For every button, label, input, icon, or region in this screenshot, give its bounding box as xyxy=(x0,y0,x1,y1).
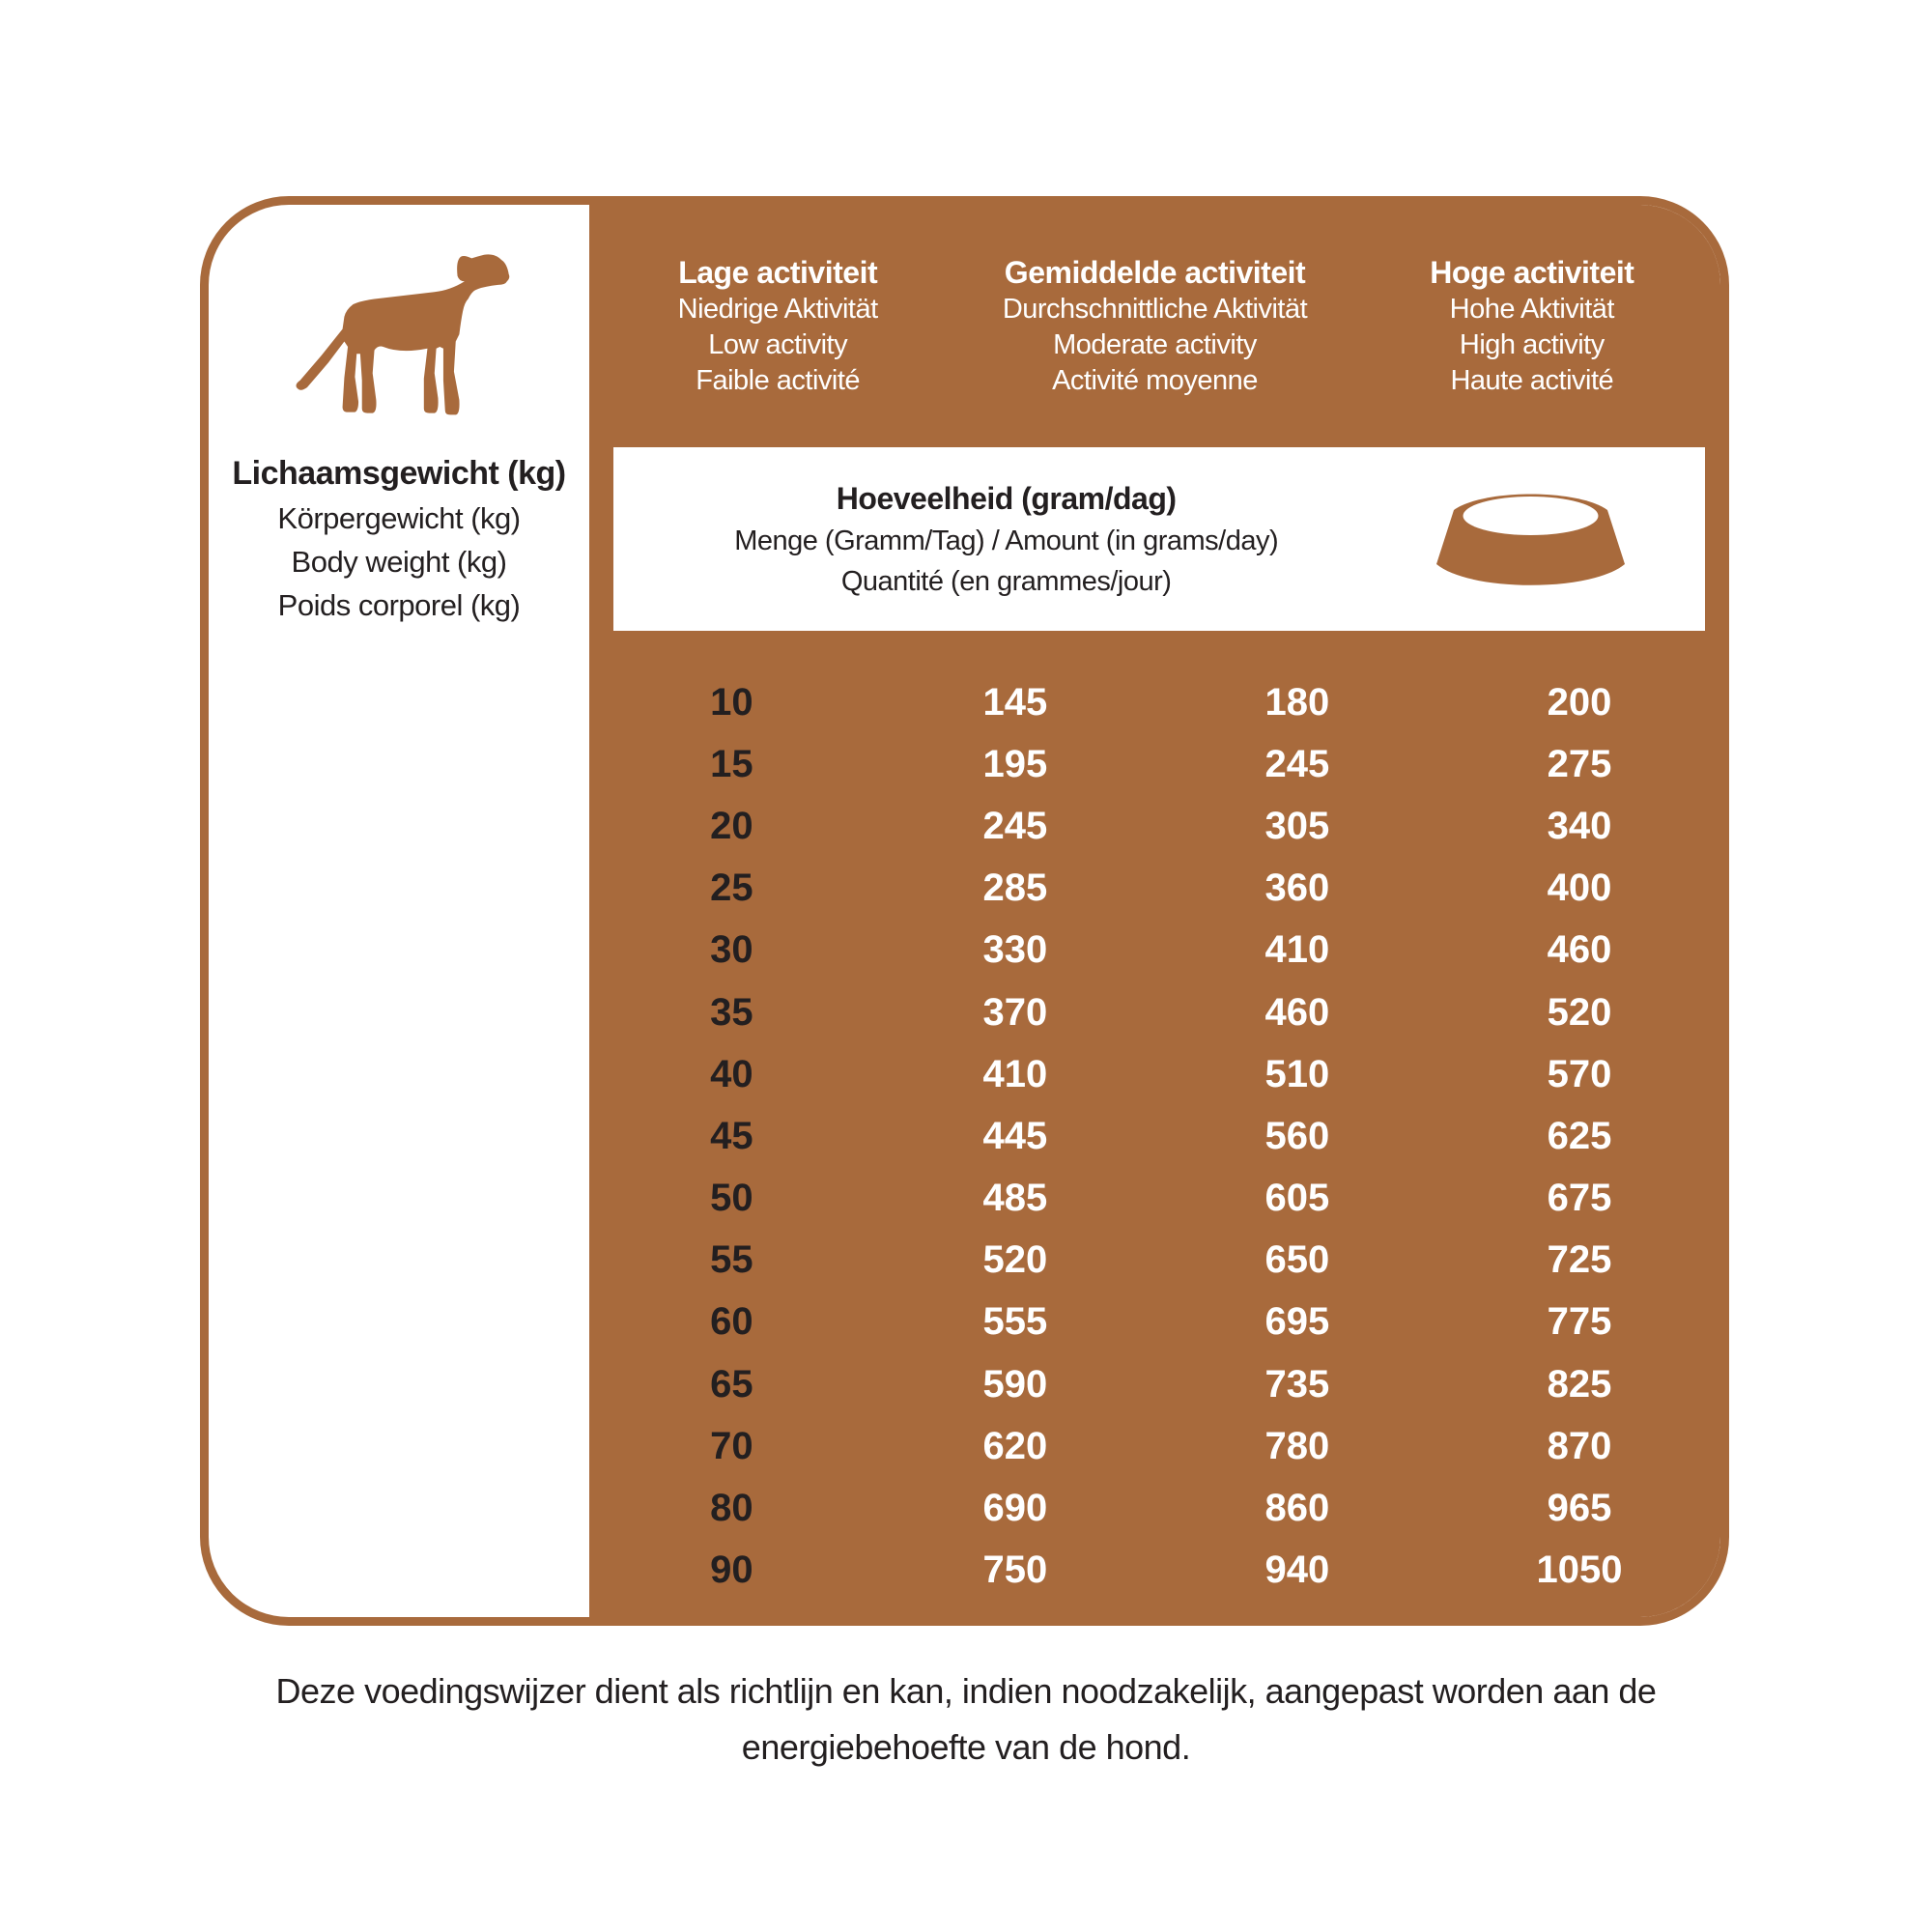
weight-cell: 20 xyxy=(710,804,753,847)
amount-banner-text xyxy=(613,447,1355,631)
table-row xyxy=(589,1540,1720,1602)
low-activity-cell: 620 xyxy=(982,1424,1048,1467)
high-activity-cell: 965 xyxy=(1547,1487,1612,1530)
table-row xyxy=(589,1477,1720,1539)
moderate-activity-cell: 460 xyxy=(1264,990,1330,1034)
feeding-guide-card xyxy=(200,196,1729,1626)
column-subtitle-de: Hohe Aktivität xyxy=(1449,294,1614,325)
high-activity-cell: 520 xyxy=(1547,990,1612,1034)
weight-cell: 45 xyxy=(710,1114,753,1157)
low-activity-cell: 590 xyxy=(982,1362,1048,1406)
weight-cell: 10 xyxy=(710,680,753,724)
weight-cell: 80 xyxy=(710,1487,753,1530)
weight-subtitle-fr: Poids corporel (kg) xyxy=(277,588,521,622)
high-activity-cell: 625 xyxy=(1547,1114,1612,1157)
high-activity-cell: 460 xyxy=(1547,928,1612,972)
moderate-activity-cell: 860 xyxy=(1264,1487,1330,1530)
high-activity-cell: 675 xyxy=(1547,1177,1612,1220)
table-row xyxy=(589,981,1720,1043)
high-activity-cell: 775 xyxy=(1547,1300,1612,1344)
moderate-activity-cell: 780 xyxy=(1264,1424,1330,1467)
high-activity-cell: 400 xyxy=(1547,867,1612,910)
column-subtitle-en: High activity xyxy=(1459,329,1605,360)
table-row xyxy=(589,858,1720,920)
column-subtitle-fr: Haute activité xyxy=(1450,365,1614,396)
low-activity-cell: 195 xyxy=(982,742,1048,785)
weight-cell: 30 xyxy=(710,928,753,972)
moderate-activity-cell: 940 xyxy=(1264,1548,1330,1592)
low-activity-cell: 245 xyxy=(982,804,1048,847)
footer-note xyxy=(0,1663,1932,1776)
moderate-activity-cell: 245 xyxy=(1264,742,1330,785)
low-activity-cell: 330 xyxy=(982,928,1048,972)
amount-banner xyxy=(613,447,1705,631)
high-activity-cell: 825 xyxy=(1547,1362,1612,1406)
table-row xyxy=(589,733,1720,795)
high-activity-cell: 725 xyxy=(1547,1238,1612,1282)
moderate-activity-cell: 650 xyxy=(1264,1238,1330,1282)
high-activity-cell: 570 xyxy=(1547,1052,1612,1095)
moderate-activity-cell: 360 xyxy=(1264,867,1330,910)
table-row xyxy=(589,1415,1720,1477)
table-background-panel xyxy=(589,205,1720,1617)
low-activity-cell: 555 xyxy=(982,1300,1048,1344)
table-row xyxy=(589,1043,1720,1105)
dog-bowl-icon xyxy=(1355,447,1705,631)
column-header-low-activity xyxy=(589,253,966,399)
activity-headers-row xyxy=(589,253,1720,399)
table-row xyxy=(589,1105,1720,1167)
column-subtitle-en: Moderate activity xyxy=(1053,329,1257,360)
weight-subtitle-en: Body weight (kg) xyxy=(291,545,507,579)
high-activity-cell: 275 xyxy=(1547,742,1612,785)
column-subtitle-fr: Activité moyenne xyxy=(1052,365,1258,396)
column-title: Hoge activiteit xyxy=(1430,255,1634,290)
high-activity-cell: 200 xyxy=(1547,680,1612,724)
footer-line-2: energiebehoefte van de hond. xyxy=(741,1727,1191,1767)
table-row xyxy=(589,1230,1720,1292)
weight-cell: 25 xyxy=(710,867,753,910)
low-activity-cell: 690 xyxy=(982,1487,1048,1530)
weight-cell: 70 xyxy=(710,1424,753,1467)
body-weight-header xyxy=(209,447,589,631)
weight-title: Lichaamsgewicht (kg) xyxy=(232,455,566,492)
low-activity-cell: 485 xyxy=(982,1177,1048,1220)
amount-title: Hoeveelheid (gram/dag) xyxy=(836,481,1177,516)
table-row xyxy=(589,1168,1720,1230)
column-subtitle-de: Niedrige Aktivität xyxy=(677,294,878,325)
moderate-activity-cell: 695 xyxy=(1264,1300,1330,1344)
table-row xyxy=(589,1353,1720,1415)
table-row xyxy=(589,671,1720,733)
column-header-high-activity xyxy=(1344,253,1720,399)
low-activity-cell: 520 xyxy=(982,1238,1048,1282)
table-rows xyxy=(589,671,1720,1602)
low-activity-cell: 445 xyxy=(982,1114,1048,1157)
moderate-activity-cell: 510 xyxy=(1264,1052,1330,1095)
dog-silhouette-icon xyxy=(286,242,516,430)
moderate-activity-cell: 410 xyxy=(1264,928,1330,972)
moderate-activity-cell: 605 xyxy=(1264,1177,1330,1220)
moderate-activity-cell: 305 xyxy=(1264,804,1330,847)
low-activity-cell: 370 xyxy=(982,990,1048,1034)
footer-line-1: Deze voedingswijzer dient als richtlijn en kan, indien noodzakelijk, aangepast worden aan de xyxy=(275,1671,1657,1711)
weight-subtitle-de: Körpergewicht (kg) xyxy=(277,501,521,535)
amount-subtitle-de-en: Menge (Gramm/Tag) / Amount (in grams/day) xyxy=(734,526,1279,556)
high-activity-cell: 1050 xyxy=(1536,1548,1623,1592)
low-activity-cell: 750 xyxy=(982,1548,1048,1592)
high-activity-cell: 340 xyxy=(1547,804,1612,847)
weight-cell: 15 xyxy=(710,742,753,785)
weight-cell: 60 xyxy=(710,1300,753,1344)
weight-cell: 55 xyxy=(710,1238,753,1282)
table-row xyxy=(589,1292,1720,1353)
moderate-activity-cell: 560 xyxy=(1264,1114,1330,1157)
moderate-activity-cell: 180 xyxy=(1264,680,1330,724)
weight-cell: 65 xyxy=(710,1362,753,1406)
amount-subtitle-fr: Quantité (en grammes/jour) xyxy=(840,566,1172,597)
column-subtitle-fr: Faible activité xyxy=(696,365,861,396)
weight-cell: 35 xyxy=(710,990,753,1034)
column-title: Lage activiteit xyxy=(678,255,878,290)
weight-cell: 40 xyxy=(710,1052,753,1095)
low-activity-cell: 145 xyxy=(982,680,1048,724)
column-subtitle-de: Durchschnittliche Aktivität xyxy=(1002,294,1308,325)
column-subtitle-en: Low activity xyxy=(708,329,848,360)
high-activity-cell: 870 xyxy=(1547,1424,1612,1467)
table-row xyxy=(589,920,1720,981)
weight-cell: 90 xyxy=(710,1548,753,1592)
column-header-moderate-activity xyxy=(966,253,1343,399)
low-activity-cell: 410 xyxy=(982,1052,1048,1095)
column-title: Gemiddelde activiteit xyxy=(1004,255,1306,290)
moderate-activity-cell: 735 xyxy=(1264,1362,1330,1406)
weight-cell: 50 xyxy=(710,1177,753,1220)
table-row xyxy=(589,795,1720,857)
low-activity-cell: 285 xyxy=(982,867,1048,910)
